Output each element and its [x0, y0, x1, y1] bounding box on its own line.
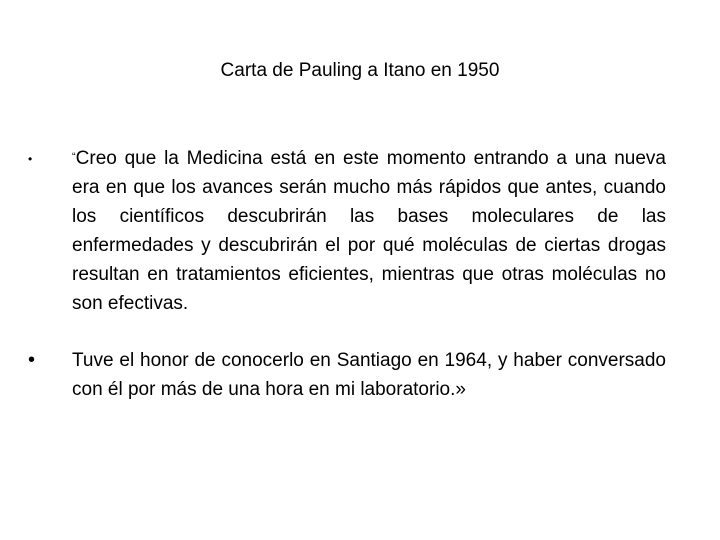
bullet-dot-icon: • — [28, 152, 33, 166]
bullet-text-anecdote: Tuve el honor de conocerlo en Santiago en 1964, y haber conversado con él por más de una hora en mi laboratorio.» — [72, 350, 666, 400]
opening-quote-mark: “ — [72, 151, 76, 163]
slide-title: Carta de Pauling a Itano en 1950 — [220, 60, 500, 81]
bullet-dot-icon: • — [28, 349, 36, 371]
bullet-item-anecdote — [28, 346, 666, 404]
bullet-item-quote — [28, 144, 666, 318]
bullet-text-quote: Creo que la Medicina está en este momento entrando a una nueva era en que los avances serán mucho más rápidos que antes, cuando los científicos descubrirán las bases moleculares de las enfermedades y descubrirán el por qué moléculas de ciertas drogas resultan en tratamientos eficientes, mientras que otras moléculas no son efectivas. — [72, 148, 666, 314]
